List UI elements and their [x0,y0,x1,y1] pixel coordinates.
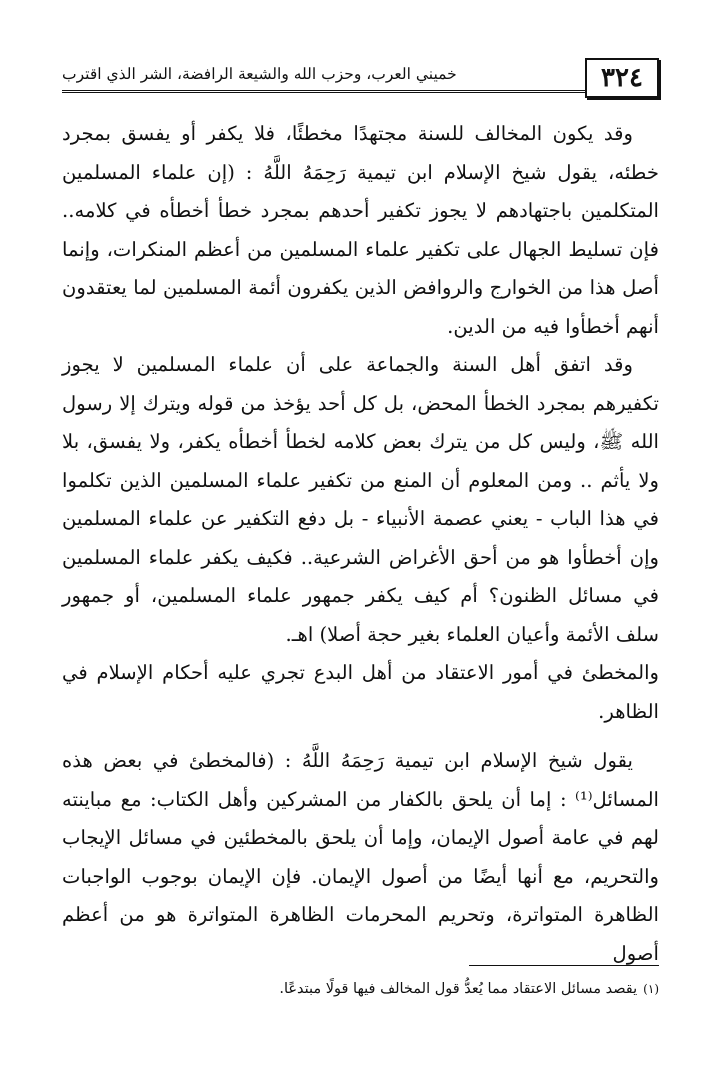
footnote-marker: (١) [643,982,659,996]
paragraph-1: وقد يكون المخالف للسنة مجتهدًا مخطئًا، فلا يكفر أو يفسق بمجرد خطئه، يقول شيخ الإسلام ابن تيمية رَحِمَهُ اللَّهُ : (إن علماء المسلمين المتكلمين باجتهادهم لا يجوز تكفير أحدهم بمجرد خطأ أخطأه في كلامه.. فإن تسليط الجهال على تكفير علماء المسلمين من أعظم المنكرات، وإنما أصل هذا من الخوارج والروافض الذين يكفرون أئمة المسلمين لما يعتقدون أنهم أخطأوا فيه من الدين. [62,122,659,338]
page-header [62,58,659,102]
body-text [62,115,659,973]
footnote-text: يقصد مسائل الاعتقاد مما يُعدُّ قول المخالف فيها قولًا مبتدعًا. [279,981,638,997]
footnote-rule [469,965,659,966]
page-number: ٣٢٤ [585,58,659,98]
paragraph-4: يقول شيخ الإسلام ابن تيمية رَحِمَهُ اللَّهُ : (فالمخطئ في بعض هذه المسائل⁽¹⁾ : إما أن يلحق بالكفار من المشركين وأهل الكتاب: مع مباينته لهم في عامة أصول الإيمان، وإما أن يلحق بالمخطئين في مسائل الإيجاب والتحريم، مع أنها أيضًا من أصول الإيمان. فإن الإيمان بوجوب الواجبات الظاهرة المتواترة، وتحريم المحرمات الظاهرة المتواترة هو من أعظم أصول [62,749,659,965]
paragraph-2: وقد اتفق أهل السنة والجماعة على أن علماء المسلمين لا يجوز تكفيرهم بمجرد الخطأ المحض، بل كل أحد يؤخذ من قوله ويترك إلا رسول الله ﷺ، وليس كل من يترك بعض كلامه لخطأ أخطأه يكفر، ولا يفسق، بلا ولا يأثم .. ومن المعلوم أن المنع من تكفير علماء المسلمين الذين تكلموا في هذا الباب - يعني عصمة الأنبياء - بل دفع التكفير عن علماء المسلمين وإن أخطأوا هو من أحق الأغراض الشرعية.. فكيف يكفر علماء المسلمين في مسائل الظنون؟ أم كيف يكفر جمهور علماء المسلمين، أو جمهور سلف الأئمة وأعيان العلماء بغير حجة أصلا) اهـ. [62,353,659,646]
header-rule [62,90,587,93]
paragraph-3: والمخطئ في أمور الاعتقاد من أهل البدع تجري عليه أحكام الإسلام في الظاهر. [62,661,659,723]
running-title: خميني العرب، وحزب الله والشيعة الرافضة، الشر الذي اقترب [62,65,457,83]
footnote [279,981,659,997]
